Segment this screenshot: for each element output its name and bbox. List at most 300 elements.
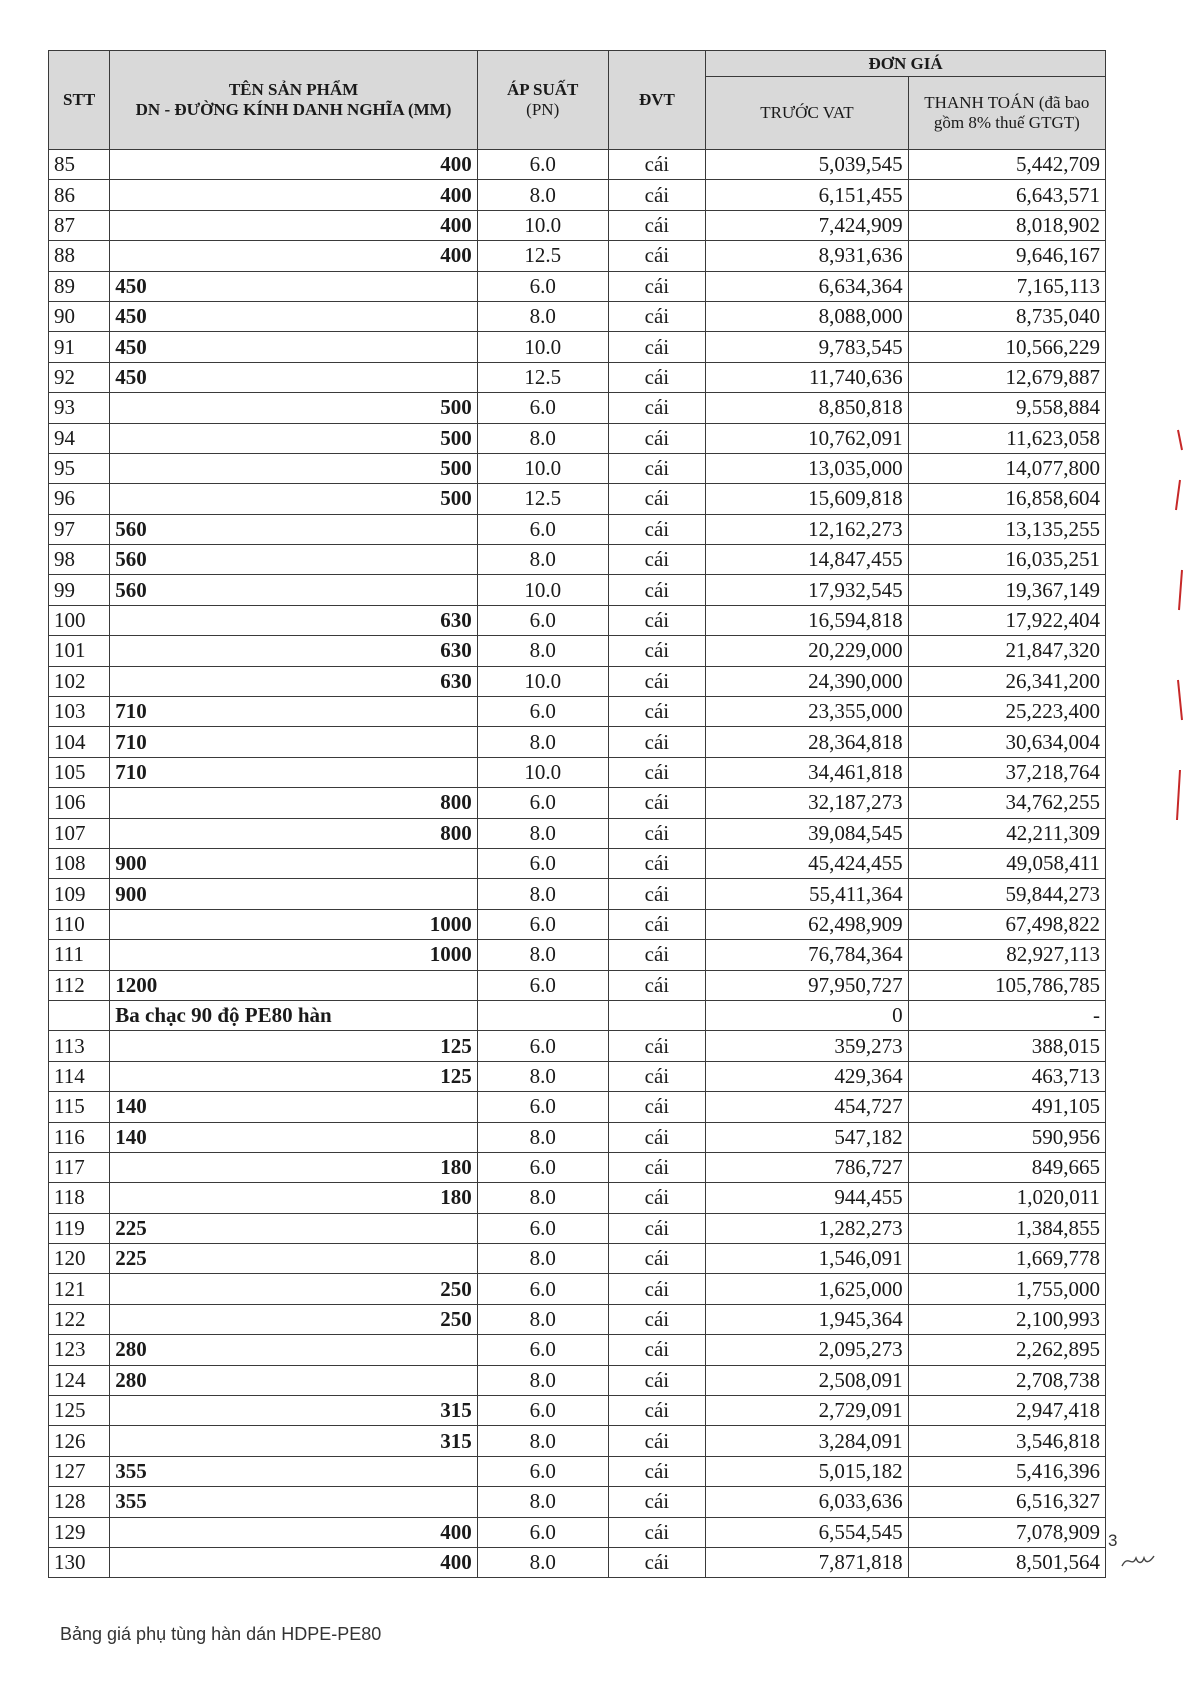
header-product-line2: DN - ĐƯỜNG KÍNH DANH NGHĨA (MM) <box>135 100 452 119</box>
cell-product-dn: 250 <box>110 1274 478 1304</box>
cell-payment: 1,755,000 <box>908 1274 1105 1304</box>
cell-unit: cái <box>608 848 706 878</box>
cell-pre-vat: 14,847,455 <box>706 545 908 575</box>
cell-payment: 3,546,818 <box>908 1426 1105 1456</box>
cell-payment: 2,100,993 <box>908 1304 1105 1334</box>
cell-pre-vat: 547,182 <box>706 1122 908 1152</box>
cell-payment: 2,262,895 <box>908 1335 1105 1365</box>
cell-pre-vat: 13,035,000 <box>706 453 908 483</box>
cell-pressure: 8.0 <box>477 727 608 757</box>
cell-pressure: 10.0 <box>477 666 608 696</box>
table-row <box>49 362 1106 392</box>
cell-stt: 85 <box>49 150 110 180</box>
cell-payment: 7,078,909 <box>908 1517 1105 1547</box>
red-ink-edge-marks <box>1170 420 1190 840</box>
cell-stt: 124 <box>49 1365 110 1395</box>
cell-stt: 98 <box>49 545 110 575</box>
cell-pressure: 6.0 <box>477 1456 608 1486</box>
cell-pre-vat: 7,424,909 <box>706 210 908 240</box>
table-row <box>49 1061 1106 1091</box>
cell-pre-vat: 45,424,455 <box>706 848 908 878</box>
cell-pre-vat: 2,095,273 <box>706 1335 908 1365</box>
cell-pre-vat: 9,783,545 <box>706 332 908 362</box>
cell-unit: cái <box>608 1244 706 1274</box>
cell-pressure: 8.0 <box>477 1426 608 1456</box>
cell-pre-vat: 6,634,364 <box>706 271 908 301</box>
cell-stt: 96 <box>49 484 110 514</box>
cell-product-dn: 400 <box>110 241 478 271</box>
cell-product-dn: 710 <box>110 697 478 727</box>
table-row <box>49 727 1106 757</box>
cell-payment: 34,762,255 <box>908 788 1105 818</box>
cell-stt: 87 <box>49 210 110 240</box>
cell-payment: 5,442,709 <box>908 150 1105 180</box>
cell-pre-vat: 3,284,091 <box>706 1426 908 1456</box>
header-pressure <box>477 51 608 150</box>
cell-product-dn: 450 <box>110 271 478 301</box>
cell-product-dn: 710 <box>110 757 478 787</box>
cell-payment: 8,018,902 <box>908 210 1105 240</box>
cell-product-dn: 800 <box>110 818 478 848</box>
cell-stt: 101 <box>49 636 110 666</box>
table-row <box>49 453 1106 483</box>
cell-pre-vat: 454,727 <box>706 1092 908 1122</box>
cell-unit: cái <box>608 1274 706 1304</box>
cell-pre-vat: 944,455 <box>706 1183 908 1213</box>
cell-payment: 26,341,200 <box>908 666 1105 696</box>
table-row <box>49 1456 1106 1486</box>
table-row <box>49 1031 1106 1061</box>
cell-stt: 130 <box>49 1547 110 1577</box>
cell-pressure: 6.0 <box>477 271 608 301</box>
table-row <box>49 757 1106 787</box>
header-product <box>110 51 478 150</box>
cell-payment: 49,058,411 <box>908 848 1105 878</box>
header-price-group: ĐƠN GIÁ <box>706 51 1106 77</box>
table-row <box>49 1122 1106 1152</box>
cell-stt: 111 <box>49 940 110 970</box>
cell-product-dn: 800 <box>110 788 478 818</box>
cell-stt: 108 <box>49 848 110 878</box>
cell-product-dn: 315 <box>110 1426 478 1456</box>
cell-payment: 6,516,327 <box>908 1487 1105 1517</box>
table-row <box>49 1396 1106 1426</box>
cell-product-dn: 180 <box>110 1183 478 1213</box>
cell-product-dn: 250 <box>110 1304 478 1334</box>
cell-payment: 8,735,040 <box>908 301 1105 331</box>
table-row <box>49 423 1106 453</box>
cell-product-dn: 500 <box>110 423 478 453</box>
table-row <box>49 1274 1106 1304</box>
cell-payment: 1,020,011 <box>908 1183 1105 1213</box>
cell-payment: 30,634,004 <box>908 727 1105 757</box>
table-header <box>49 51 1106 150</box>
cell-pre-vat: 97,950,727 <box>706 970 908 1000</box>
cell-payment: 8,501,564 <box>908 1547 1105 1577</box>
cell-pressure: 8.0 <box>477 636 608 666</box>
cell-pressure: 12.5 <box>477 241 608 271</box>
cell-pre-vat: 34,461,818 <box>706 757 908 787</box>
cell-stt: 91 <box>49 332 110 362</box>
cell-pre-vat: 24,390,000 <box>706 666 908 696</box>
cell-pressure: 10.0 <box>477 757 608 787</box>
cell-stt: 129 <box>49 1517 110 1547</box>
cell-product-dn: 400 <box>110 180 478 210</box>
cell-unit: cái <box>608 332 706 362</box>
cell-product-dn: 630 <box>110 636 478 666</box>
table-row <box>49 1000 1106 1030</box>
cell-unit: cái <box>608 1122 706 1152</box>
cell-unit <box>608 1000 706 1030</box>
cell-unit: cái <box>608 150 706 180</box>
cell-unit: cái <box>608 757 706 787</box>
cell-product-dn: 400 <box>110 210 478 240</box>
cell-product-dn: 500 <box>110 484 478 514</box>
cell-pressure: 6.0 <box>477 1213 608 1243</box>
table-row <box>49 241 1106 271</box>
table-row <box>49 909 1106 939</box>
table-row <box>49 788 1106 818</box>
cell-payment: 1,384,855 <box>908 1213 1105 1243</box>
cell-payment: 1,669,778 <box>908 1244 1105 1274</box>
cell-pressure: 8.0 <box>477 180 608 210</box>
cell-payment: 6,643,571 <box>908 180 1105 210</box>
cell-product-dn: 900 <box>110 848 478 878</box>
cell-product-dn: 450 <box>110 332 478 362</box>
cell-pressure: 8.0 <box>477 818 608 848</box>
table-row <box>49 150 1106 180</box>
table-row <box>49 575 1106 605</box>
cell-payment: 463,713 <box>908 1061 1105 1091</box>
cell-unit: cái <box>608 666 706 696</box>
cell-payment: 10,566,229 <box>908 332 1105 362</box>
cell-product-dn: 450 <box>110 362 478 392</box>
cell-stt: 127 <box>49 1456 110 1486</box>
table-row <box>49 1213 1106 1243</box>
cell-pre-vat: 16,594,818 <box>706 605 908 635</box>
cell-product-dn: 630 <box>110 666 478 696</box>
cell-product-dn: 280 <box>110 1335 478 1365</box>
cell-payment: 7,165,113 <box>908 271 1105 301</box>
cell-payment: 17,922,404 <box>908 605 1105 635</box>
cell-pre-vat: 6,151,455 <box>706 180 908 210</box>
cell-payment: 16,858,604 <box>908 484 1105 514</box>
header-unit: ĐVT <box>608 51 706 150</box>
cell-pre-vat: 8,850,818 <box>706 393 908 423</box>
cell-stt: 121 <box>49 1274 110 1304</box>
cell-payment: 590,956 <box>908 1122 1105 1152</box>
table-row <box>49 1487 1106 1517</box>
table-row <box>49 605 1106 635</box>
cell-stt: 116 <box>49 1122 110 1152</box>
table-body <box>49 150 1106 1578</box>
cell-pressure: 8.0 <box>477 1122 608 1152</box>
table-row <box>49 1335 1106 1365</box>
table-row <box>49 1304 1106 1334</box>
cell-unit: cái <box>608 727 706 757</box>
cell-pre-vat: 1,625,000 <box>706 1274 908 1304</box>
header-pressure-line2: (PN) <box>526 100 560 119</box>
cell-product-dn: 500 <box>110 393 478 423</box>
cell-unit: cái <box>608 940 706 970</box>
cell-unit: cái <box>608 1183 706 1213</box>
cell-payment: 42,211,309 <box>908 818 1105 848</box>
cell-pressure <box>477 1000 608 1030</box>
cell-pressure: 6.0 <box>477 1517 608 1547</box>
cell-pre-vat: 55,411,364 <box>706 879 908 909</box>
cell-pressure: 6.0 <box>477 605 608 635</box>
table-row <box>49 879 1106 909</box>
cell-pre-vat: 2,508,091 <box>706 1365 908 1395</box>
cell-stt: 86 <box>49 180 110 210</box>
cell-pre-vat: 12,162,273 <box>706 514 908 544</box>
header-pre-vat: TRƯỚC VAT <box>706 77 908 150</box>
table-row <box>49 484 1106 514</box>
cell-product-dn: 560 <box>110 575 478 605</box>
cell-product-dn: 900 <box>110 879 478 909</box>
cell-product-dn: 315 <box>110 1396 478 1426</box>
cell-product-dn: 560 <box>110 545 478 575</box>
cell-unit: cái <box>608 271 706 301</box>
cell-pressure: 6.0 <box>477 788 608 818</box>
cell-payment: 12,679,887 <box>908 362 1105 392</box>
table-row <box>49 636 1106 666</box>
cell-product-dn: 500 <box>110 453 478 483</box>
cell-pre-vat: 1,945,364 <box>706 1304 908 1334</box>
cell-stt: 123 <box>49 1335 110 1365</box>
table-row <box>49 1092 1106 1122</box>
cell-product-dn: 400 <box>110 1517 478 1547</box>
cell-unit: cái <box>608 1396 706 1426</box>
header-stt: STT <box>49 51 110 150</box>
handwritten-initials <box>1120 1548 1160 1572</box>
cell-stt: 90 <box>49 301 110 331</box>
cell-pre-vat: 23,355,000 <box>706 697 908 727</box>
cell-unit: cái <box>608 301 706 331</box>
cell-pressure: 8.0 <box>477 1547 608 1577</box>
cell-stt: 112 <box>49 970 110 1000</box>
cell-product-dn: 355 <box>110 1456 478 1486</box>
cell-unit: cái <box>608 1426 706 1456</box>
cell-pressure: 6.0 <box>477 150 608 180</box>
cell-stt: 99 <box>49 575 110 605</box>
cell-pressure: 8.0 <box>477 1244 608 1274</box>
cell-pre-vat: 7,871,818 <box>706 1547 908 1577</box>
cell-pre-vat: 20,229,000 <box>706 636 908 666</box>
table-row <box>49 970 1106 1000</box>
cell-pressure: 6.0 <box>477 1396 608 1426</box>
cell-pressure: 10.0 <box>477 575 608 605</box>
cell-product-dn: 1200 <box>110 970 478 1000</box>
cell-payment: 5,416,396 <box>908 1456 1105 1486</box>
table-row <box>49 697 1106 727</box>
cell-stt: 97 <box>49 514 110 544</box>
cell-unit: cái <box>608 636 706 666</box>
cell-unit: cái <box>608 180 706 210</box>
cell-product-dn: Ba chạc 90 độ PE80 hàn <box>110 1000 478 1030</box>
cell-stt <box>49 1000 110 1030</box>
cell-pre-vat: 32,187,273 <box>706 788 908 818</box>
cell-unit: cái <box>608 1061 706 1091</box>
cell-pressure: 12.5 <box>477 362 608 392</box>
cell-pressure: 8.0 <box>477 545 608 575</box>
cell-stt: 114 <box>49 1061 110 1091</box>
cell-product-dn: 355 <box>110 1487 478 1517</box>
cell-unit: cái <box>608 1213 706 1243</box>
cell-stt: 102 <box>49 666 110 696</box>
cell-pressure: 6.0 <box>477 393 608 423</box>
cell-payment: 13,135,255 <box>908 514 1105 544</box>
cell-pressure: 6.0 <box>477 1335 608 1365</box>
cell-unit: cái <box>608 1517 706 1547</box>
cell-unit: cái <box>608 879 706 909</box>
cell-pressure: 8.0 <box>477 1304 608 1334</box>
table-row <box>49 393 1106 423</box>
table-row <box>49 301 1106 331</box>
cell-unit: cái <box>608 1304 706 1334</box>
cell-stt: 105 <box>49 757 110 787</box>
cell-pre-vat: 1,282,273 <box>706 1213 908 1243</box>
cell-unit: cái <box>608 393 706 423</box>
cell-pressure: 12.5 <box>477 484 608 514</box>
cell-pre-vat: 5,015,182 <box>706 1456 908 1486</box>
cell-unit: cái <box>608 1365 706 1395</box>
cell-stt: 110 <box>49 909 110 939</box>
cell-unit: cái <box>608 1487 706 1517</box>
cell-stt: 122 <box>49 1304 110 1334</box>
cell-product-dn: 1000 <box>110 909 478 939</box>
cell-product-dn: 180 <box>110 1152 478 1182</box>
cell-product-dn: 400 <box>110 1547 478 1577</box>
cell-unit: cái <box>608 1335 706 1365</box>
cell-pre-vat: 28,364,818 <box>706 727 908 757</box>
cell-pressure: 6.0 <box>477 909 608 939</box>
cell-product-dn: 140 <box>110 1092 478 1122</box>
cell-pressure: 6.0 <box>477 514 608 544</box>
cell-stt: 125 <box>49 1396 110 1426</box>
cell-pre-vat: 6,554,545 <box>706 1517 908 1547</box>
cell-unit: cái <box>608 514 706 544</box>
cell-unit: cái <box>608 210 706 240</box>
cell-stt: 95 <box>49 453 110 483</box>
cell-stt: 120 <box>49 1244 110 1274</box>
cell-unit: cái <box>608 818 706 848</box>
cell-pre-vat: 0 <box>706 1000 908 1030</box>
cell-pressure: 8.0 <box>477 301 608 331</box>
cell-payment: 849,665 <box>908 1152 1105 1182</box>
cell-pressure: 8.0 <box>477 940 608 970</box>
cell-pre-vat: 10,762,091 <box>706 423 908 453</box>
cell-payment: 2,708,738 <box>908 1365 1105 1395</box>
cell-stt: 126 <box>49 1426 110 1456</box>
cell-pressure: 8.0 <box>477 1183 608 1213</box>
cell-pressure: 10.0 <box>477 210 608 240</box>
footer-title: Bảng giá phụ tùng hàn dán HDPE-PE80 <box>60 1624 382 1644</box>
cell-pre-vat: 17,932,545 <box>706 575 908 605</box>
cell-stt: 100 <box>49 605 110 635</box>
cell-pre-vat: 39,084,545 <box>706 818 908 848</box>
cell-unit: cái <box>608 241 706 271</box>
header-product-line1: TÊN SẢN PHẨM <box>228 80 359 99</box>
table-row <box>49 666 1106 696</box>
table-row <box>49 514 1106 544</box>
cell-product-dn: 400 <box>110 150 478 180</box>
table-row <box>49 1426 1106 1456</box>
cell-stt: 104 <box>49 727 110 757</box>
cell-pressure: 6.0 <box>477 1274 608 1304</box>
cell-stt: 109 <box>49 879 110 909</box>
cell-payment: 2,947,418 <box>908 1396 1105 1426</box>
cell-unit: cái <box>608 1456 706 1486</box>
cell-pressure: 6.0 <box>477 697 608 727</box>
cell-payment: 11,623,058 <box>908 423 1105 453</box>
cell-stt: 118 <box>49 1183 110 1213</box>
cell-pre-vat: 5,039,545 <box>706 150 908 180</box>
cell-payment: 37,218,764 <box>908 757 1105 787</box>
cell-product-dn: 560 <box>110 514 478 544</box>
cell-product-dn: 630 <box>110 605 478 635</box>
cell-product-dn: 710 <box>110 727 478 757</box>
table-row <box>49 1244 1106 1274</box>
cell-stt: 94 <box>49 423 110 453</box>
cell-unit: cái <box>608 697 706 727</box>
cell-unit: cái <box>608 909 706 939</box>
cell-payment: 67,498,822 <box>908 909 1105 939</box>
cell-pressure: 8.0 <box>477 879 608 909</box>
cell-product-dn: 225 <box>110 1213 478 1243</box>
cell-pre-vat: 15,609,818 <box>706 484 908 514</box>
page-number: 3 <box>1108 1531 1118 1550</box>
cell-payment: 9,558,884 <box>908 393 1105 423</box>
cell-unit: cái <box>608 575 706 605</box>
cell-pressure: 6.0 <box>477 1152 608 1182</box>
cell-unit: cái <box>608 423 706 453</box>
cell-pre-vat: 11,740,636 <box>706 362 908 392</box>
table-row <box>49 818 1106 848</box>
cell-stt: 107 <box>49 818 110 848</box>
table-row <box>49 1152 1106 1182</box>
cell-pressure: 6.0 <box>477 970 608 1000</box>
cell-stt: 115 <box>49 1092 110 1122</box>
cell-stt: 89 <box>49 271 110 301</box>
table-row <box>49 271 1106 301</box>
cell-pre-vat: 359,273 <box>706 1031 908 1061</box>
cell-pre-vat: 2,729,091 <box>706 1396 908 1426</box>
cell-unit: cái <box>608 453 706 483</box>
cell-pre-vat: 786,727 <box>706 1152 908 1182</box>
cell-stt: 88 <box>49 241 110 271</box>
table-row <box>49 1183 1106 1213</box>
table-row <box>49 848 1106 878</box>
cell-unit: cái <box>608 1547 706 1577</box>
cell-pressure: 8.0 <box>477 1365 608 1395</box>
table-row <box>49 332 1106 362</box>
cell-payment: 9,646,167 <box>908 241 1105 271</box>
cell-pre-vat: 6,033,636 <box>706 1487 908 1517</box>
cell-pre-vat: 8,088,000 <box>706 301 908 331</box>
cell-product-dn: 140 <box>110 1122 478 1152</box>
cell-stt: 92 <box>49 362 110 392</box>
cell-pressure: 6.0 <box>477 1092 608 1122</box>
cell-product-dn: 1000 <box>110 940 478 970</box>
cell-pre-vat: 1,546,091 <box>706 1244 908 1274</box>
cell-pre-vat: 429,364 <box>706 1061 908 1091</box>
cell-product-dn: 450 <box>110 301 478 331</box>
cell-product-dn: 125 <box>110 1031 478 1061</box>
cell-unit: cái <box>608 1152 706 1182</box>
cell-stt: 103 <box>49 697 110 727</box>
cell-payment: 59,844,273 <box>908 879 1105 909</box>
